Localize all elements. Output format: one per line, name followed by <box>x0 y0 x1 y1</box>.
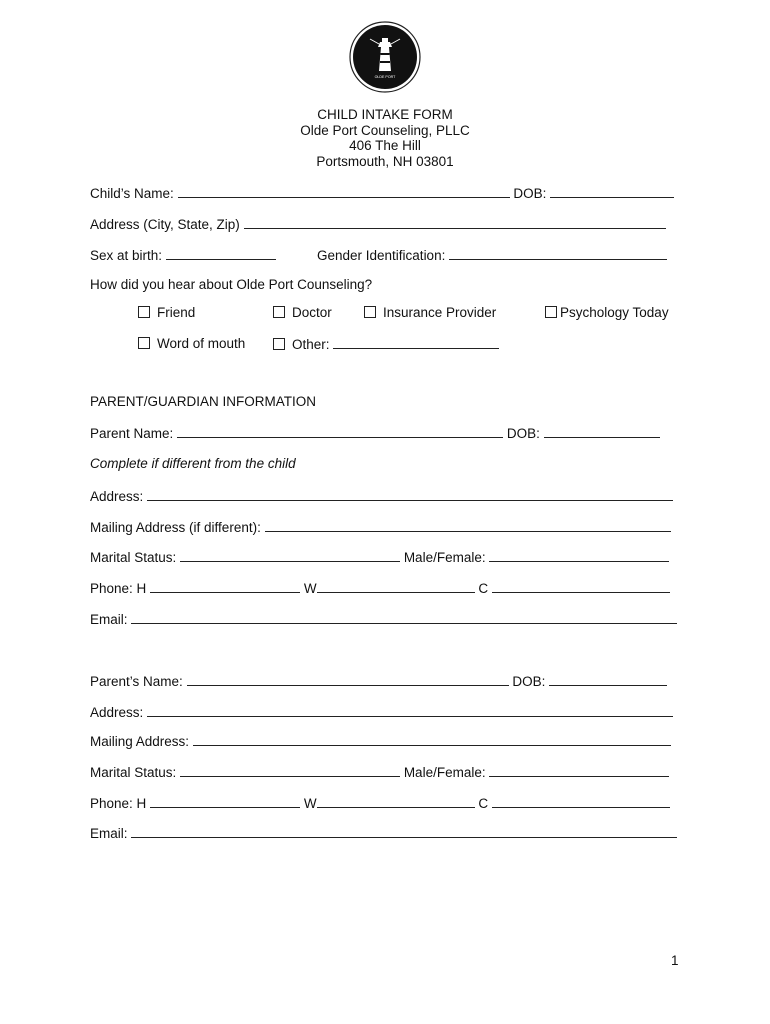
parent2-name-field[interactable] <box>187 673 509 686</box>
child-sex-row <box>90 247 276 264</box>
child-dob-field[interactable] <box>550 185 674 198</box>
parent2-mailing-label: Mailing Address: <box>90 734 190 749</box>
parent2-phone-cell-label: C <box>478 796 489 811</box>
child-address-field[interactable] <box>244 216 666 229</box>
parent1-name-row <box>90 425 660 442</box>
checkbox-friend[interactable] <box>138 306 150 318</box>
parent1-name-label: Parent Name: <box>90 426 174 441</box>
section-heading: PARENT/GUARDIAN INFORMATION <box>90 394 317 409</box>
org-city: Portsmouth, NH 03801 <box>316 153 454 169</box>
child-address-label: Address (City, State, Zip) <box>90 217 240 232</box>
checkbox-word-of-mouth[interactable] <box>138 337 150 349</box>
parent1-mailing-label: Mailing Address (if different): <box>90 520 261 535</box>
org-street: 406 The Hill <box>349 138 421 153</box>
parent2-sex-label: Male/Female: <box>403 765 486 780</box>
parent1-dob-label: DOB: <box>506 426 540 441</box>
parent1-name-field[interactable] <box>177 425 503 438</box>
child-name-field[interactable] <box>178 185 510 198</box>
parent1-phone-cell-field[interactable] <box>492 580 670 593</box>
parent2-phone-home-field[interactable] <box>150 795 300 808</box>
lighthouse-logo <box>349 21 421 93</box>
parent2-phone-row <box>90 795 670 812</box>
parent1-mailing-field[interactable] <box>265 519 671 532</box>
parent1-email-field[interactable] <box>131 611 677 624</box>
gender-label: Gender Identification: <box>317 248 446 263</box>
parent1-phone-cell-label: C <box>478 581 489 596</box>
option-psychology-today[interactable]: Psychology Today <box>545 305 669 321</box>
parent1-address-label: Address: <box>90 489 144 504</box>
form-title: CHILD INTAKE FORM <box>317 107 453 122</box>
checkbox-insurance[interactable] <box>364 306 376 318</box>
parent1-marital-label: Marital Status: <box>90 550 177 565</box>
parent1-marital-field[interactable] <box>180 549 400 562</box>
parent1-phone-home-field[interactable] <box>150 580 300 593</box>
option-friend[interactable]: Friend <box>138 305 195 321</box>
parent1-email-label: Email: <box>90 612 128 627</box>
option-doctor[interactable]: Doctor <box>273 305 332 321</box>
parent2-dob-label: DOB: <box>512 674 546 689</box>
parent2-marital-label: Marital Status: <box>90 765 177 780</box>
logo-caption: OLDE PORT <box>374 75 396 79</box>
option-word-of-mouth[interactable]: Word of mouth <box>138 336 245 352</box>
parent2-mailing-field[interactable] <box>193 733 671 746</box>
child-name-row <box>90 185 674 202</box>
child-name-label: Child’s Name: <box>90 186 174 201</box>
other-field[interactable] <box>333 336 499 349</box>
page-number: 1 <box>671 953 679 968</box>
parent2-address-label: Address: <box>90 705 144 720</box>
parent2-email-row <box>90 825 677 842</box>
parent1-phone-work-label: W <box>303 581 317 596</box>
parent1-phone-work-field[interactable] <box>317 580 475 593</box>
parent1-sex-field[interactable] <box>489 549 669 562</box>
checkbox-psychology-today[interactable] <box>545 306 557 318</box>
parent1-dob-field[interactable] <box>544 425 660 438</box>
referral-question: How did you hear about Olde Port Counseling? <box>90 277 373 292</box>
parent2-email-label: Email: <box>90 826 128 841</box>
parent1-note: Complete if different from the child <box>90 456 296 471</box>
parent2-name-label: Parent’s Name: <box>90 674 183 689</box>
checkbox-doctor[interactable] <box>273 306 285 318</box>
parent2-address-field[interactable] <box>147 704 673 717</box>
parent1-mailing-row <box>90 519 671 536</box>
parent1-marital-row <box>90 549 669 566</box>
parent2-email-field[interactable] <box>131 825 677 838</box>
parent2-name-row <box>90 673 667 690</box>
parent2-address-row <box>90 704 673 721</box>
parent1-phone-home-label: Phone: H <box>90 581 147 596</box>
org-name: Olde Port Counseling, PLLC <box>300 122 470 138</box>
form-header <box>0 107 770 169</box>
parent2-marital-row <box>90 764 669 781</box>
option-other[interactable]: Other: <box>273 336 499 353</box>
sex-at-birth-field[interactable] <box>166 247 276 260</box>
parent2-phone-cell-field[interactable] <box>492 795 670 808</box>
checkbox-other[interactable] <box>273 338 285 350</box>
parent2-phone-work-label: W <box>303 796 317 811</box>
parent1-sex-label: Male/Female: <box>403 550 486 565</box>
parent1-phone-row <box>90 580 670 597</box>
sex-at-birth-label: Sex at birth: <box>90 248 163 263</box>
parent1-address-row <box>90 488 673 505</box>
gender-field[interactable] <box>449 247 667 260</box>
parent2-phone-work-field[interactable] <box>317 795 475 808</box>
parent2-mailing-row <box>90 733 671 750</box>
parent2-sex-field[interactable] <box>489 764 669 777</box>
option-insurance[interactable]: Insurance Provider <box>364 305 496 321</box>
parent1-address-field[interactable] <box>147 488 673 501</box>
gender-row <box>317 247 667 264</box>
parent2-dob-field[interactable] <box>549 673 667 686</box>
child-address-row <box>90 216 666 233</box>
parent1-email-row <box>90 611 677 628</box>
child-dob-label: DOB: <box>513 186 547 201</box>
parent2-marital-field[interactable] <box>180 764 400 777</box>
parent2-phone-home-label: Phone: H <box>90 796 147 811</box>
